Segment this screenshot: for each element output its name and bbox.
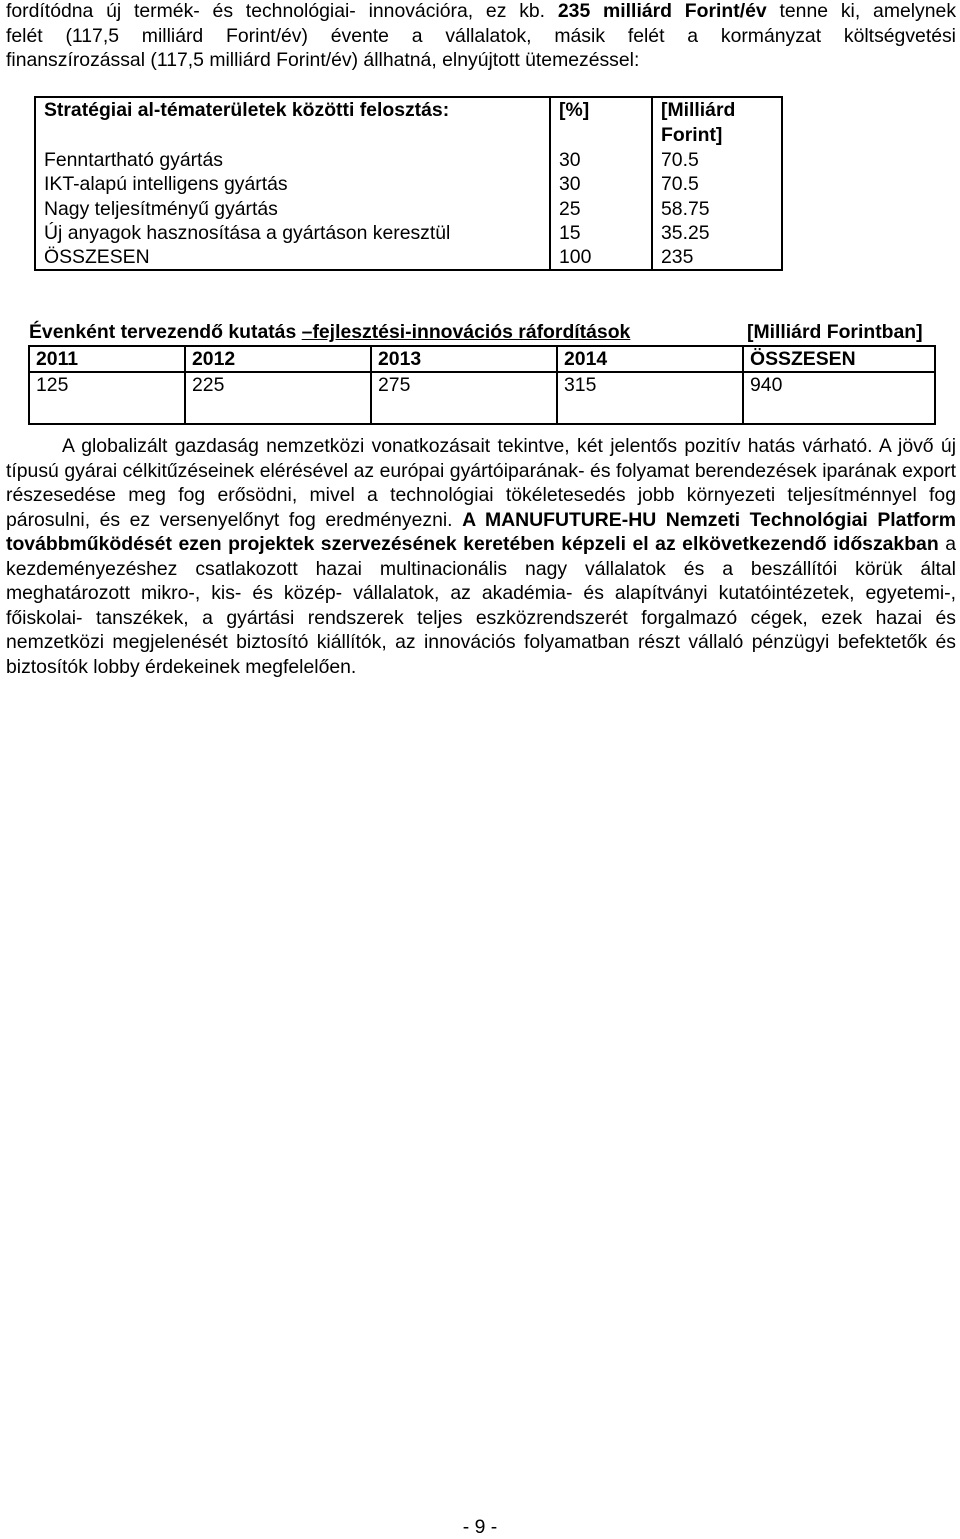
page-number: - 9 - [462, 1516, 498, 1538]
intro-line-2: felét (117,5 milliárd Forint/év) évente a vállalatok, másik felét a kormányzat költségvetési [6, 24, 956, 47]
table-header-amount: [Milliárd Forint] [661, 99, 736, 146]
table-row: Nagy teljesítményű gyártás 25 58.75 [35, 197, 782, 221]
table-total-row: ÖSSZESEN 100 235 [35, 245, 782, 270]
table-title-row [29, 320, 935, 346]
table-row: IKT-alapú intelligens gyártás 30 70.5 [35, 172, 782, 196]
body-paragraph [6, 434, 956, 679]
body-text-2: a kezdeményezéshez csatlakozott hazai multinacionális nagy vállalatok és a beszállítói körük által meghatározott mikro-, kis- és közép- vállalatok, az akadémia- és alapítványi kutatóintézetek, egyetemi-, főiskolai- tanszékek, a gyártási rendszerek teljes eszközrendszerét forgalmazó cégek, ezek hazai és nemzetközi megjelenését biztosító kiállítók, az innovációs folyamatban részt vállaló pénzügyi befektetők és biztosítók lobby érdekeinek megfelelően. [6, 533, 957, 678]
table-row: Fenntartható gyártás 30 70.5 [35, 148, 782, 172]
table-unit: [Milliárd Forintban] [747, 321, 923, 343]
table-header-row [35, 97, 782, 148]
intro-line-1: fordítódna új termék- és technológiai- innovációra, ez kb. 235 milliárd Forint/év tenne ki, amelynek [6, 0, 957, 22]
annual-expenditure-table [28, 320, 936, 425]
intro-line-3: finanszírozással (117,5 milliárd Forint/év) állhatná, elnyújtott ütemezéssel: [6, 49, 640, 71]
body-text-1: A globalizált gazdaság nemzetközi vonatkozásait tekintve, két jelentős pozitív hatás várható. A jövő új típusú gyárai célkitűzéseinek elérésével az európai gyártóiparának- és folyamat berendezések iparának export részesedése meg fog erősödni, mivel a technológiai tökéletesedés jobb környezeti teljesítménnyel fog párosulni, és ez versenyelőnyt fog eredményezni. [6, 435, 956, 531]
table-header-row: 2011 2012 2013 2014 ÖSSZESEN [29, 346, 935, 372]
body-bold-statement: A MANUFUTURE-HU Nemzeti Technológiai Platform továbbműködését ezen projektek szervezésének keretében képzeli el az elkövetkezendő időszakban [6, 508, 956, 555]
table-title: Évenként tervezendő kutatás –fejlesztési-innovációs ráfordítások [29, 321, 631, 343]
table-header-label: Stratégiai al-tématerületek közötti felosztás: [44, 99, 450, 121]
table-header-percent: [%] [559, 99, 590, 121]
intro-bold-amount: 235 milliárd Forint/év [557, 0, 767, 22]
table-row: Új anyagok hasznosítása a gyártáson keresztül 15 35.25 [35, 221, 782, 245]
allocation-table [34, 96, 783, 271]
table-row: 125 225 275 315 940 [29, 372, 935, 424]
